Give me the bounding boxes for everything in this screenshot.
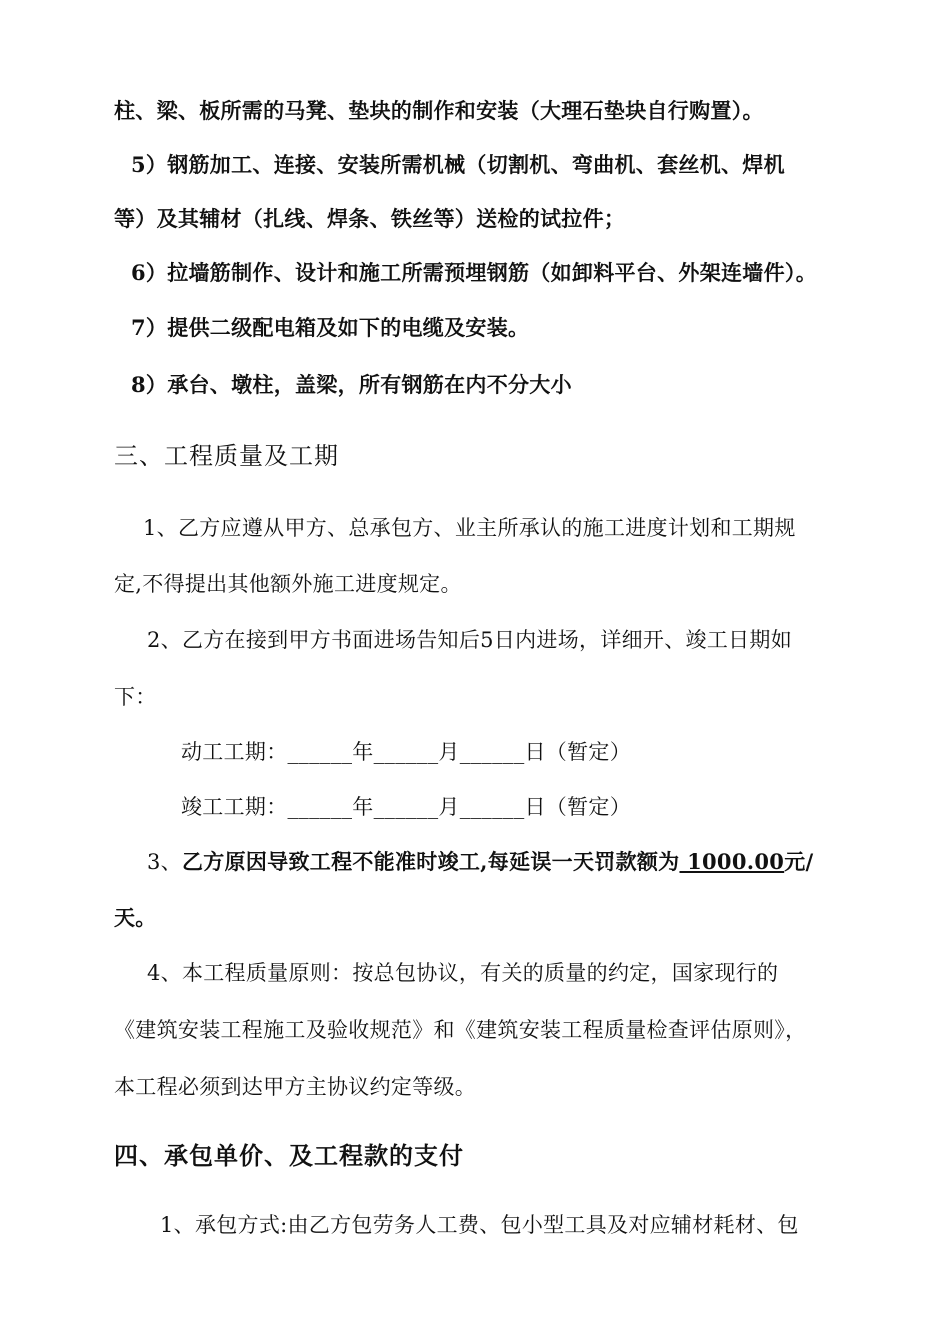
paragraph-4-1-line1: 1、承包方式:由乙方包劳务人工费、包小型工具及对应辅材耗材、包 [160, 1213, 799, 1237]
section-heading-4: 四、承包单价、及工程款的支付 [114, 1141, 464, 1170]
paragraph-3-1-line1: 1、乙方应遵从甲方、总承包方、业主所承认的施工进度计划和工期规 [143, 516, 796, 540]
list-item-6: 6）拉墙筋制作、设计和施工所需预埋钢筋（如卸料平台、外架连墙件）。 [131, 260, 818, 285]
paragraph-3-4-line1: 4、本工程质量原则：按总包协议，有关的质量的约定，国家现行的 [147, 961, 779, 985]
paragraph-number: 3、 [147, 850, 182, 874]
completion-date-line: 竣工工期：______年______月______日（暂定） [181, 795, 631, 819]
list-item-5-line1: 5）钢筋加工、连接、安装所需机械（切割机、弯曲机、套丝机、焊机 [131, 152, 785, 177]
penalty-amount: 1000.00 [679, 849, 785, 874]
paragraph-3-1-line2: 定,不得提出其他额外施工进度规定。 [114, 572, 462, 596]
paragraph-3-4-line3: 本工程必须到达甲方主协议约定等级。 [114, 1075, 477, 1099]
paragraph-3-2-line2: 下： [114, 685, 157, 709]
paragraph-3-2-line1: 2、乙方在接到甲方书面进场告知后5日内进场，详细开、竣工日期如 [147, 628, 793, 652]
penalty-unit: 元/ [784, 849, 814, 874]
list-item-5-line2: 等）及其辅材（扎线、焊条、铁丝等）送检的试拉件； [114, 206, 626, 231]
start-date-line: 动工工期：______年______月______日（暂定） [181, 740, 631, 764]
section-heading-3: 三、工程质量及工期 [114, 442, 339, 470]
list-item-7: 7）提供二级配电箱及如下的电缆及安装。 [131, 315, 530, 340]
penalty-text: 乙方原因导致工程不能准时竣工,每延误一天罚款额为 [181, 849, 680, 874]
text-line: 柱、梁、板所需的马凳、垫块的制作和安装（大理石垫块自行购置）。 [114, 98, 764, 123]
list-item-8: 8）承台、墩柱，盖梁，所有钢筋在内不分大小 [131, 372, 572, 397]
paragraph-3-4-line2: 《建筑安装工程施工及验收规范》和《建筑安装工程质量检查评估原则》， [114, 1018, 807, 1042]
paragraph-3-3-line2: 天。 [114, 905, 157, 930]
paragraph-3-3-line1 [147, 848, 813, 876]
